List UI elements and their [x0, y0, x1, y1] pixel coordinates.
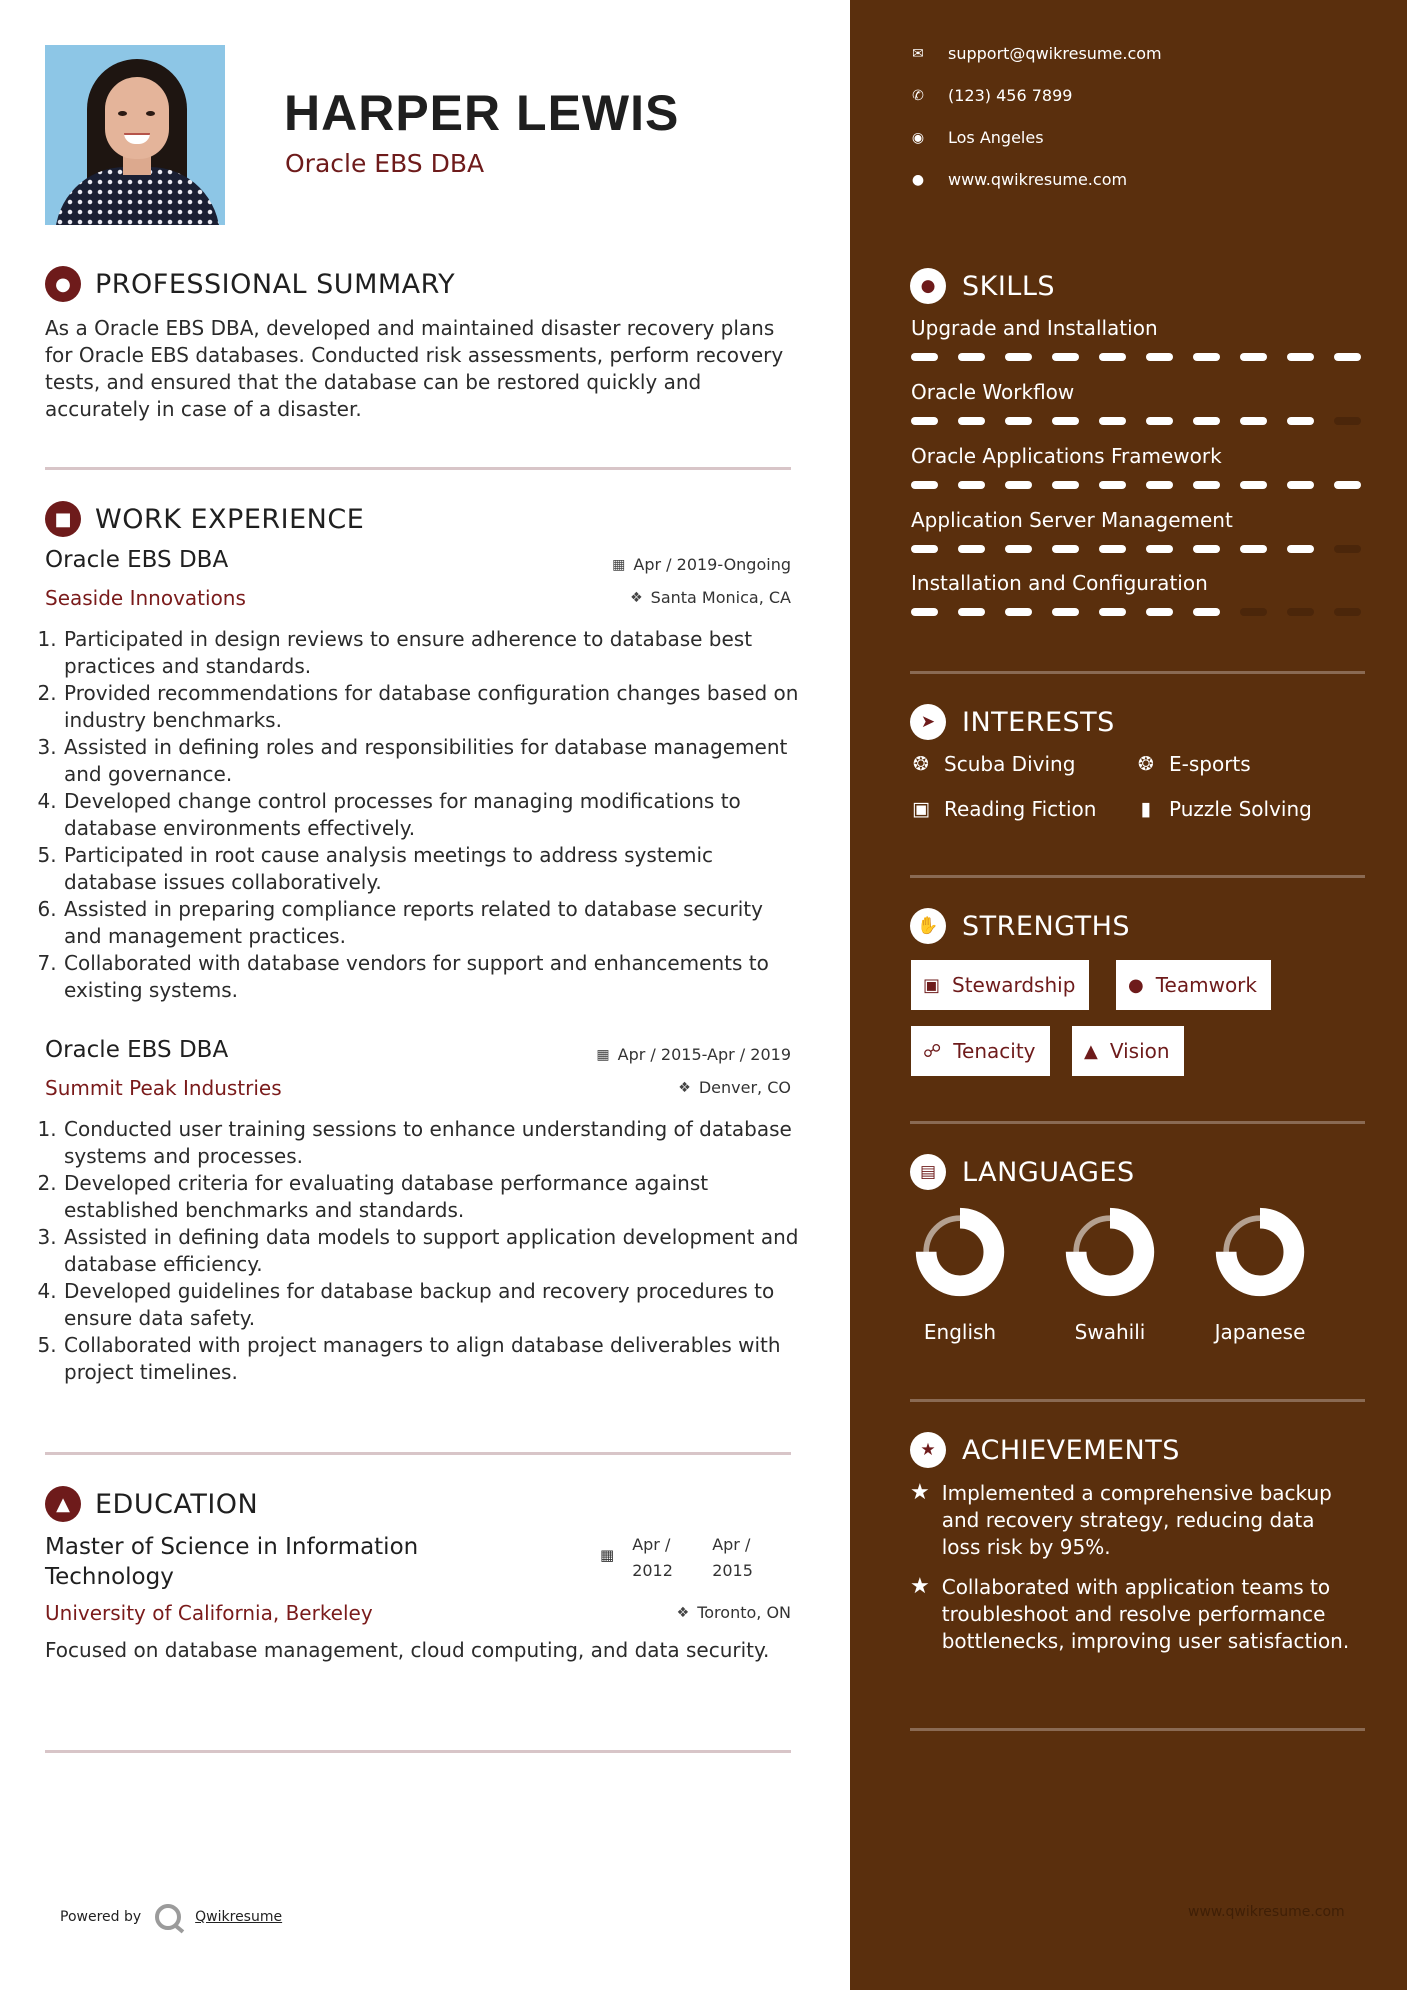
language-item: [1200, 1205, 1320, 1344]
pin-icon: ❖: [630, 589, 643, 606]
skill-name: Oracle Workflow: [911, 380, 1075, 404]
job-dates-text: Apr / 2019-Ongoing: [633, 555, 791, 574]
rating-dash: [1240, 481, 1267, 489]
skill-rating: [911, 417, 1361, 425]
rating-dash: [1146, 417, 1173, 425]
interest-label: Scuba Diving: [944, 752, 1076, 776]
rating-dash: [911, 608, 938, 616]
rating-dash: [1193, 481, 1220, 489]
strength-label: Vision: [1109, 1039, 1170, 1063]
skill-name: Installation and Configuration: [911, 571, 1208, 595]
strength-chip: [911, 960, 1089, 1010]
rating-dash: [1099, 608, 1126, 616]
rating-dash: [1193, 353, 1220, 361]
skill-rating: [911, 608, 1361, 616]
language-item: [900, 1205, 1020, 1344]
language-ring: [1063, 1205, 1157, 1299]
skill-rating: [911, 481, 1361, 489]
skill-name: Application Server Management: [911, 508, 1233, 532]
list-item: 5. Participated in root cause analysis meetings to address systemic database issues collaboratively.: [63, 842, 800, 896]
job-bullets: [45, 1116, 800, 1386]
education-end: Apr / 2015: [712, 1535, 753, 1580]
rating-dash: [1099, 417, 1126, 425]
achievement-text: Collaborated with application teams to troubleshoot and resolve performance bottlenecks, improving user satisfaction.: [941, 1575, 1350, 1653]
strength-chip: [1072, 1026, 1184, 1076]
rating-dash: [1005, 417, 1032, 425]
rating-dash: [1005, 545, 1032, 553]
languages-heading: [910, 1154, 1135, 1190]
language-item: [1050, 1205, 1170, 1344]
job-location: [630, 588, 791, 607]
job-location: [678, 1078, 791, 1097]
experience-heading: [45, 501, 364, 537]
calendar-icon: ▦: [600, 1546, 615, 1564]
rating-dash: [1334, 417, 1361, 425]
strength-chip: [1116, 960, 1271, 1010]
rating-dash: [911, 353, 938, 361]
job-location-text: Denver, CO: [698, 1078, 791, 1097]
hand-icon: ✋: [910, 908, 946, 944]
school-name: University of California, Berkeley: [45, 1601, 373, 1625]
job-title: Oracle EBS DBA: [45, 547, 229, 573]
job-dates-text: Apr / 2015-Apr / 2019: [617, 1045, 791, 1064]
graduation-icon: ▲: [45, 1486, 81, 1522]
lightbulb-icon: ●: [910, 268, 946, 304]
briefcase-icon: ▣: [923, 974, 941, 996]
rating-dash: [1005, 608, 1032, 616]
phone-icon: ✆: [912, 87, 924, 104]
contact-phone-text: (123) 456 7899: [948, 86, 1073, 105]
education-start: Apr / 2012: [632, 1535, 673, 1580]
contact-phone: [910, 86, 1072, 105]
strength-label: Teamwork: [1155, 973, 1257, 997]
job-dates: [612, 555, 791, 574]
star-icon: ★: [910, 1480, 930, 1505]
rating-dash: [958, 353, 985, 361]
divider: [910, 671, 1365, 674]
skills-title: SKILLS: [962, 270, 1056, 302]
binoculars-icon: ▲: [1084, 1040, 1098, 1062]
summary-text: As a Oracle EBS DBA, developed and maintained disaster recovery plans for Oracle EBS databases. Conducted risk assessments, perform recovery tests, and ensured that the database can be restored quickly and accurately in case of a disaster.: [45, 316, 784, 421]
rating-dash: [1287, 417, 1314, 425]
divider: [910, 1399, 1365, 1402]
interest-item: [1135, 797, 1312, 821]
education-description: Focused on database management, cloud computing, and data security.: [45, 1638, 770, 1662]
list-item: 4. Developed change control processes for managing modifications to database environments effectively.: [63, 788, 800, 842]
star-icon: ★: [910, 1574, 930, 1599]
summary-title: PROFESSIONAL SUMMARY: [95, 268, 456, 300]
list-item: 2. Provided recommendations for database configuration changes based on industry benchmarks.: [63, 680, 800, 734]
paper-plane-icon: ➤: [910, 704, 946, 740]
list-item: 3. Assisted in defining roles and responsibilities for database management and governance.: [63, 734, 800, 788]
rating-dash: [1052, 417, 1079, 425]
rating-dash: [1287, 481, 1314, 489]
envelope-icon: ✉: [912, 45, 924, 62]
rating-dash: [1052, 608, 1079, 616]
rating-dash: [1334, 353, 1361, 361]
candidate-role: Oracle EBS DBA: [285, 149, 485, 178]
rating-dash: [958, 481, 985, 489]
education-location: [677, 1603, 791, 1622]
achievement-text: Implemented a comprehensive backup and recovery strategy, reducing data loss risk by 95%.: [941, 1481, 1332, 1559]
education-heading: [45, 1486, 258, 1522]
divider: [910, 1121, 1365, 1124]
rating-dash: [1052, 481, 1079, 489]
rating-dash: [1240, 608, 1267, 616]
interest-item: [910, 752, 1075, 776]
rating-dash: [1052, 353, 1079, 361]
rating-dash: [1240, 417, 1267, 425]
list-item: 5. Collaborated with project managers to align database deliverables with project timelines.: [63, 1332, 800, 1386]
strength-chip: [911, 1026, 1050, 1076]
language-ring: [1213, 1205, 1307, 1299]
rating-dash: [1193, 545, 1220, 553]
powered-by-label: Powered by: [60, 1909, 142, 1925]
qwikresume-logo-icon: [155, 1904, 181, 1930]
rating-dash: [1334, 481, 1361, 489]
list-item: 6. Assisted in preparing compliance reports related to database security and management practices.: [63, 896, 800, 950]
language-name: Swahili: [1074, 1320, 1146, 1344]
brand-link[interactable]: Qwikresume: [195, 1909, 283, 1925]
rating-dash: [911, 545, 938, 553]
list-item: 1. Participated in design reviews to ensure adherence to database best practices and standards.: [63, 626, 800, 680]
contact-location: [910, 128, 1044, 147]
rating-dash: [1099, 353, 1126, 361]
rating-dash: [1005, 481, 1032, 489]
divider: [45, 1452, 791, 1455]
user-icon: ●: [45, 266, 81, 302]
contact-website-text: www.qwikresume.com: [948, 170, 1128, 189]
list-item: 1. Conducted user training sessions to enhance understanding of database systems and processes.: [63, 1116, 800, 1170]
job-company: Seaside Innovations: [45, 586, 246, 610]
rating-dash: [1193, 417, 1220, 425]
skills-heading: [910, 268, 1055, 304]
rating-dash: [1287, 608, 1314, 616]
languages-title: LANGUAGES: [962, 1156, 1135, 1188]
rating-dash: [1334, 608, 1361, 616]
list-item: 3. Assisted in defining data models to support application development and database efficiency.: [63, 1224, 800, 1278]
sidebar: [850, 0, 1407, 1990]
contact-email[interactable]: [910, 44, 1162, 63]
rating-dash: [958, 545, 985, 553]
rating-dash: [1287, 545, 1314, 553]
lifebuoy-icon: ❂: [1138, 753, 1154, 775]
strength-label: Stewardship: [952, 973, 1076, 997]
interest-label: Reading Fiction: [944, 797, 1097, 821]
powered-by: [60, 1904, 282, 1930]
skill-name: Oracle Applications Framework: [911, 444, 1222, 468]
rating-dash: [1052, 545, 1079, 553]
language-icon: ▤: [910, 1154, 946, 1190]
rating-dash: [911, 417, 938, 425]
strengths-title: STRENGTHS: [962, 910, 1131, 942]
experience-title: WORK EXPERIENCE: [95, 503, 365, 535]
book-icon: ▮: [1140, 798, 1152, 820]
rating-dash: [958, 608, 985, 616]
rating-dash: [1146, 608, 1173, 616]
rating-dash: [1334, 545, 1361, 553]
rating-dash: [911, 481, 938, 489]
job-dates: [596, 1045, 791, 1064]
strength-label: Tenacity: [953, 1039, 1036, 1063]
users-icon: ●: [1128, 974, 1144, 996]
rating-dash: [1099, 545, 1126, 553]
star-badge-icon: ★: [910, 1432, 946, 1468]
achievement-item: [910, 1574, 1350, 1655]
achievements-heading: [910, 1432, 1180, 1468]
rating-dash: [1193, 608, 1220, 616]
interest-label: Puzzle Solving: [1169, 797, 1312, 821]
summary-heading: [45, 266, 455, 302]
pin-icon: ❖: [678, 1079, 691, 1096]
job-bullets: [45, 626, 800, 1004]
link-icon: ☍: [923, 1040, 942, 1062]
achievements-title: ACHIEVEMENTS: [962, 1434, 1180, 1466]
map-marker-icon: ◉: [911, 129, 925, 146]
lifebuoy-icon: ❂: [913, 753, 929, 775]
candidate-name: HARPER LEWIS: [284, 85, 680, 141]
list-item: 7. Collaborated with database vendors for support and enhancements to existing systems.: [63, 950, 800, 1004]
divider: [45, 467, 791, 470]
job-title: Oracle EBS DBA: [45, 1037, 229, 1063]
rating-dash: [958, 417, 985, 425]
interests-title: INTERESTS: [962, 706, 1115, 738]
list-item: 2. Developed criteria for evaluating database performance against established benchmarks and standards.: [63, 1170, 800, 1224]
contact-location-text: Los Angeles: [948, 128, 1044, 147]
divider: [910, 875, 1365, 878]
briefcase-icon: ■: [45, 501, 81, 537]
skill-name: Upgrade and Installation: [911, 316, 1158, 340]
gamepad-icon: ▣: [912, 798, 930, 820]
education-dates: [600, 1532, 774, 1584]
calendar-icon: ▦: [596, 1046, 610, 1063]
list-item: 4. Developed guidelines for database backup and recovery procedures to ensure data safety.: [63, 1278, 800, 1332]
degree-title: Master of Science in Information Technology: [45, 1534, 419, 1590]
skill-rating: [911, 353, 1361, 361]
calendar-icon: ▦: [612, 556, 626, 573]
skill-rating: [911, 545, 1361, 553]
rating-dash: [1240, 545, 1267, 553]
job-location-text: Santa Monica, CA: [650, 588, 791, 607]
rating-dash: [1146, 545, 1173, 553]
interest-item: [1135, 752, 1251, 776]
pin-icon: ❖: [676, 1604, 690, 1621]
education-location-text: Toronto, ON: [697, 1603, 791, 1622]
interests-heading: [910, 704, 1115, 740]
divider: [910, 1728, 1365, 1731]
footer-watermark: www.qwikresume.com: [1188, 1904, 1345, 1920]
job-company: Summit Peak Industries: [45, 1076, 282, 1100]
rating-dash: [1287, 353, 1314, 361]
globe-icon: ●: [911, 171, 925, 188]
language-ring: [913, 1205, 1007, 1299]
language-name: English: [923, 1320, 997, 1344]
interest-item: [910, 797, 1096, 821]
rating-dash: [1099, 481, 1126, 489]
rating-dash: [1146, 353, 1173, 361]
profile-photo: [45, 45, 225, 225]
education-title: EDUCATION: [95, 1488, 259, 1520]
strengths-heading: [910, 908, 1130, 944]
contact-email-text: support@qwikresume.com: [948, 44, 1162, 63]
divider: [45, 1750, 791, 1753]
achievement-item: [910, 1480, 1350, 1561]
rating-dash: [1240, 353, 1267, 361]
contact-website[interactable]: [910, 170, 1127, 189]
language-name: Japanese: [1214, 1320, 1306, 1344]
rating-dash: [1005, 353, 1032, 361]
rating-dash: [1146, 481, 1173, 489]
interest-label: E-sports: [1169, 752, 1251, 776]
